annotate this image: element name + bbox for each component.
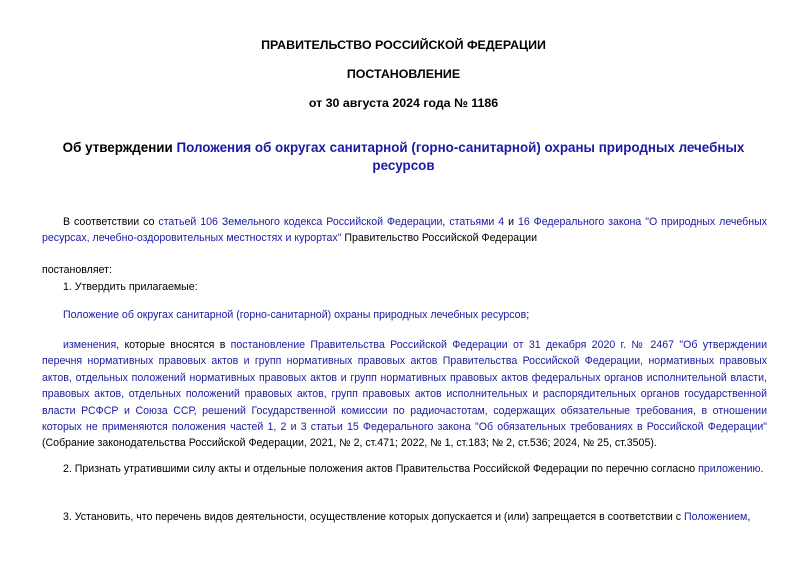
item-2-text: 2. Признать утратившими силу акты и отдельные положения актов Правительства Российской Федерации по перечню согласно [63, 463, 699, 475]
changes-text-1: , которые вносятся в [116, 339, 231, 351]
changes-link[interactable]: изменения [63, 339, 117, 351]
resolves-paragraph: постановляет: [42, 264, 112, 276]
intro-text-4: Правительство Российской Федерации [341, 232, 538, 245]
title-prefix: Об утверждении [62, 140, 177, 155]
law-article-16-link[interactable]: 16 Федерального закона "О природных лечебных ресурсах, лечебно-оздоровительных местностях и курортах" [42, 216, 767, 245]
item-3-tail: , [747, 511, 751, 523]
regulation-link[interactable]: Положение об округах санитарной (горно-санитарной) охраны природных лечебных ресурсов [63, 309, 527, 321]
government-heading: ПРАВИТЕЛЬСТВО РОССИЙСКОЙ ФЕДЕРАЦИИ [261, 38, 546, 52]
intro-text-2: , [442, 216, 450, 228]
document-type-heading: ПОСТАНОВЛЕНИЕ [346, 67, 461, 81]
changes-text-2: (Собрание законодательства Российской Федерации, 2021, № 2, ст.471; 2022, № 1, ст.183; № 2, ст.536; 2024, № 25, ст.3505). [42, 437, 657, 450]
land-code-article-link[interactable]: статьей 106 Земельного кодекса Российской Федерации [158, 216, 443, 228]
law-article-4-link[interactable]: статьями 4 [449, 216, 505, 228]
appendix-link[interactable]: приложению [698, 463, 761, 475]
date-number-heading: от 30 августа 2024 года № 1186 [308, 96, 499, 110]
resolution-2467-link[interactable]: постановление Правительства Российской Федерации от 31 декабря 2020 г. № 2467 "Об утверждении перечня нормативных правовых актов и групп нормативных правовых актов Правительства Российской Федерации, нормативных правовых актов, отдельных положений нормативных правовых актов и групп нормативных правовых актов федеральных органов исполнительной власти, правовых актов, отдельных положений правовых актов, групп правовых актов исполнительных и распорядительных органов государственной власти РСФСР и Союза ССР, решений Государственной комиссии по радиочастотам, содержащих обязательные требования, в отношении которых не применяются положения частей 1, 2 и 3 статьи 15 Федерального закона "Об обязательных требованиях в Российской Федерации" [42, 339, 767, 434]
item-3-paragraph [42, 509, 767, 525]
regulation-tail: ; [526, 309, 530, 321]
intro-paragraph [42, 214, 767, 247]
intro-text-1: В соответствии со [63, 216, 159, 228]
item-2-paragraph [42, 461, 767, 477]
intro-text-3: и [504, 216, 518, 228]
document-title [60, 139, 747, 175]
item-2-tail: . [760, 463, 764, 475]
regulation-ref-link[interactable]: Положением [684, 511, 748, 523]
regulation-paragraph [42, 307, 767, 323]
item-1-paragraph: 1. Утвердить прилагаемые: [63, 281, 198, 293]
item-3-text: 3. Установить, что перечень видов деятельности, осуществление которых допускается и (или) запрещается в соответствии с [63, 511, 685, 523]
title-regulation-link[interactable]: Положения об округах санитарной (горно-санитарной) охраны природных лечебных ресурсов [176, 140, 745, 173]
changes-paragraph [42, 337, 767, 452]
